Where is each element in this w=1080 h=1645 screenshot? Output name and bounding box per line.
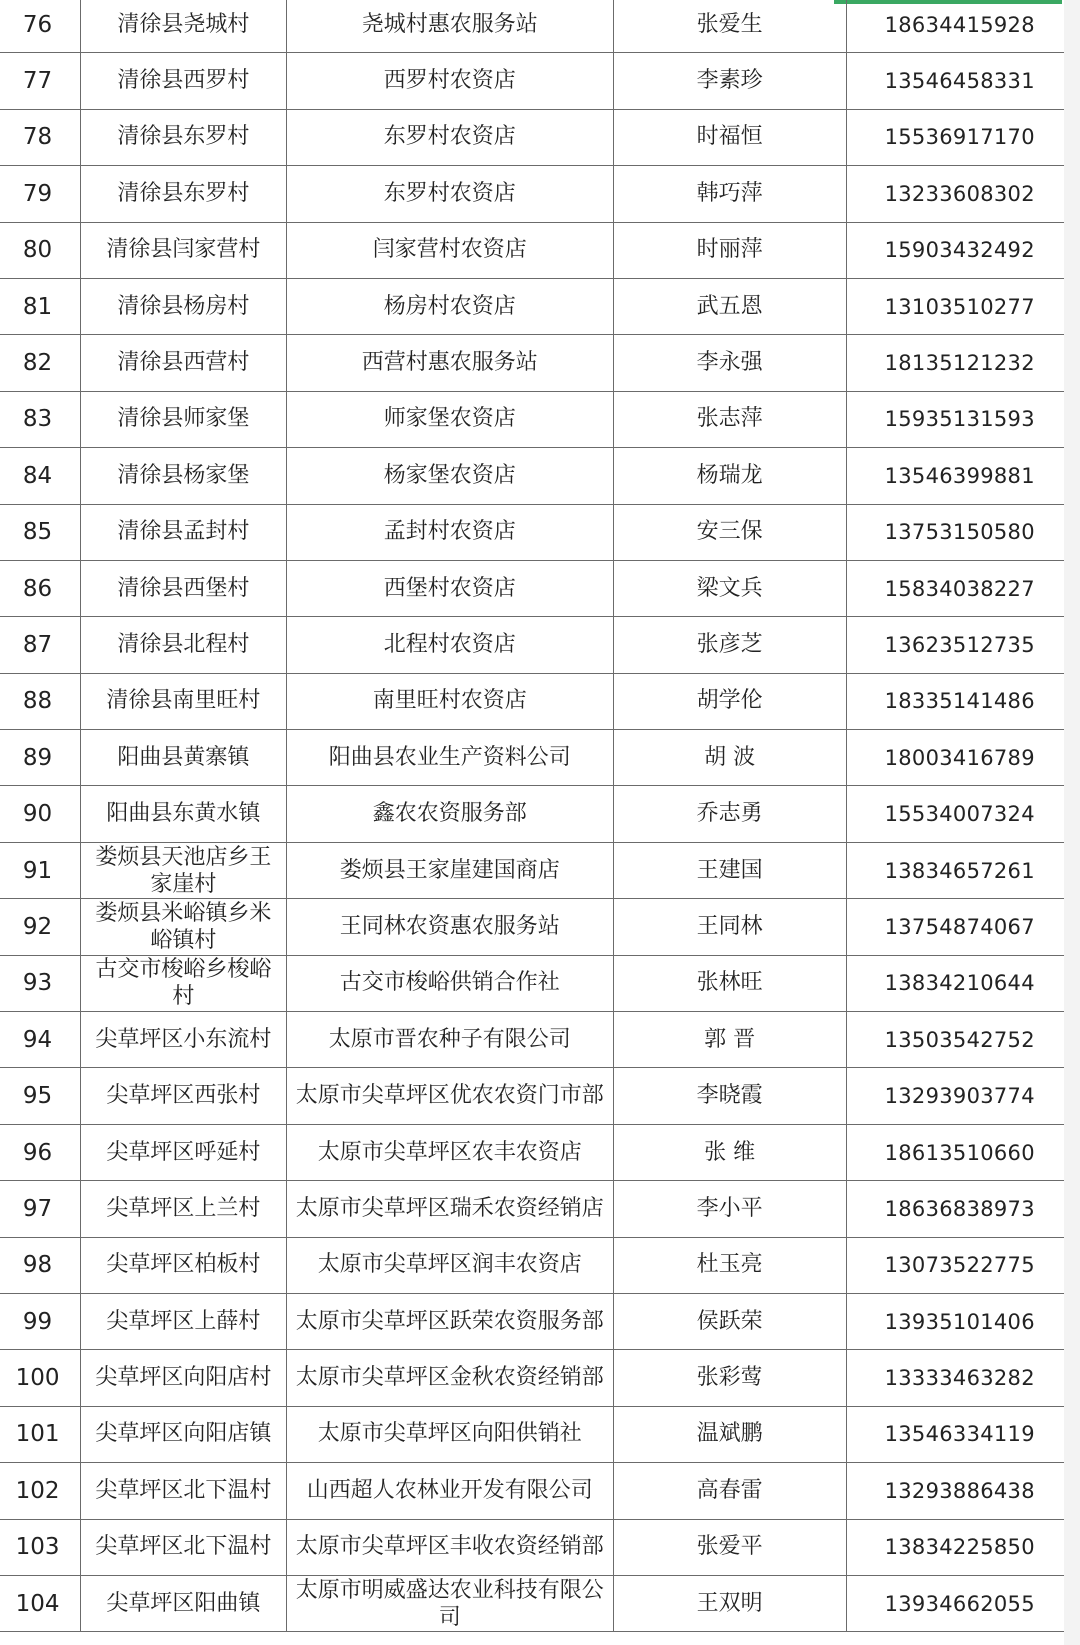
cell-contact[interactable]: 胡学伦	[613, 673, 846, 729]
table-row	[0, 1575, 1074, 1631]
cell-phone[interactable]: 18613510660	[846, 1124, 1073, 1180]
cell-phone[interactable]: 13503542752	[846, 1012, 1073, 1068]
cell-village[interactable]: 清徐县西堡村	[81, 560, 287, 616]
cell-shop[interactable]: 西罗村农资店	[286, 53, 613, 109]
cell-contact[interactable]: 乔志勇	[613, 786, 846, 842]
cell-village[interactable]: 清徐县西营村	[81, 335, 287, 391]
cell-shop[interactable]: 太原市尖草坪区瑞禾农资经销店	[286, 1181, 613, 1237]
cell-contact[interactable]: 李晓霞	[613, 1068, 846, 1124]
table-row	[0, 0, 1074, 53]
cell-village[interactable]: 尖草坪区阳曲镇	[81, 1575, 287, 1631]
cell-shop[interactable]: 鑫农农资服务部	[286, 786, 613, 842]
table-row	[0, 391, 1074, 447]
cell-number[interactable]: 92	[0, 899, 81, 955]
cell-phone[interactable]: 18636838973	[846, 1181, 1073, 1237]
cell-village[interactable]: 尖草坪区上薛村	[81, 1293, 287, 1349]
table-row	[0, 278, 1074, 334]
cell-contact[interactable]: 张林旺	[613, 955, 846, 1011]
cell-phone[interactable]: 18135121232	[846, 335, 1073, 391]
cell-village[interactable]: 娄烦县米峪镇乡米峪镇村	[81, 899, 287, 955]
table-row	[0, 1068, 1074, 1124]
cell-number[interactable]: 91	[0, 842, 81, 898]
cell-phone[interactable]: 13293903774	[846, 1068, 1073, 1124]
cell-phone[interactable]: 13753150580	[846, 504, 1073, 560]
cell-village[interactable]: 清徐县师家堡	[81, 391, 287, 447]
cell-number[interactable]: 96	[0, 1124, 81, 1180]
cell-number[interactable]: 100	[0, 1350, 81, 1406]
cell-contact[interactable]: 胡 波	[613, 730, 846, 786]
cell-phone[interactable]: 13834657261	[846, 842, 1073, 898]
cell-contact[interactable]: 王建国	[613, 842, 846, 898]
cell-village[interactable]: 尖草坪区小东流村	[81, 1012, 287, 1068]
cell-contact[interactable]: 王双明	[613, 1575, 846, 1631]
cell-contact[interactable]: 张彦芝	[613, 617, 846, 673]
cell-contact[interactable]: 梁文兵	[613, 560, 846, 616]
cell-shop[interactable]: 太原市尖草坪区金秋农资经销部	[286, 1350, 613, 1406]
table-row	[0, 1463, 1074, 1519]
cell-shop[interactable]: 太原市尖草坪区跃荣农资服务部	[286, 1293, 613, 1349]
cell-phone[interactable]: 13834225850	[846, 1519, 1073, 1575]
cell-shop[interactable]: 太原市尖草坪区丰收农资经销部	[286, 1519, 613, 1575]
cell-shop[interactable]: 太原市尖草坪区润丰农资店	[286, 1237, 613, 1293]
cell-contact[interactable]: 武五恩	[613, 278, 846, 334]
cell-shop[interactable]: 闫家营村农资店	[286, 222, 613, 278]
table-row	[0, 1237, 1074, 1293]
cell-village[interactable]: 尖草坪区向阳店村	[81, 1350, 287, 1406]
cell-village[interactable]: 尖草坪区西张村	[81, 1068, 287, 1124]
cell-shop[interactable]: 师家堡农资店	[286, 391, 613, 447]
cell-contact[interactable]: 王同林	[613, 899, 846, 955]
cell-number[interactable]: 83	[0, 391, 81, 447]
cell-phone[interactable]: 13333463282	[846, 1350, 1073, 1406]
cell-village[interactable]: 清徐县西罗村	[81, 53, 287, 109]
cell-contact[interactable]: 郭 晋	[613, 1012, 846, 1068]
cell-contact[interactable]: 时丽萍	[613, 222, 846, 278]
cell-contact[interactable]: 杜玉亮	[613, 1237, 846, 1293]
table-row	[0, 786, 1074, 842]
cell-number[interactable]: 89	[0, 730, 81, 786]
cell-contact[interactable]: 温斌鹏	[613, 1406, 846, 1462]
cell-number[interactable]: 87	[0, 617, 81, 673]
cell-number[interactable]: 97	[0, 1181, 81, 1237]
cell-number[interactable]: 90	[0, 786, 81, 842]
cell-contact[interactable]: 侯跃荣	[613, 1293, 846, 1349]
cell-shop[interactable]: 杨房村农资店	[286, 278, 613, 334]
cell-phone[interactable]: 13934662055	[846, 1575, 1073, 1631]
table-row	[0, 730, 1074, 786]
cell-shop[interactable]: 阳曲县农业生产资料公司	[286, 730, 613, 786]
cell-contact[interactable]: 李永强	[613, 335, 846, 391]
cell-village[interactable]: 尖草坪区北下温村	[81, 1519, 287, 1575]
table-row	[0, 899, 1074, 955]
table-row	[0, 1350, 1074, 1406]
cell-number[interactable]: 84	[0, 448, 81, 504]
cell-shop[interactable]: 王同林农资惠农服务站	[286, 899, 613, 955]
cell-village[interactable]: 古交市梭峪乡梭峪村	[81, 955, 287, 1011]
cell-shop[interactable]: 太原市尖草坪区向阳供销社	[286, 1406, 613, 1462]
cell-contact[interactable]: 安三保	[613, 504, 846, 560]
cell-village[interactable]: 阳曲县黄寨镇	[81, 730, 287, 786]
table-row	[0, 1519, 1074, 1575]
cell-phone[interactable]: 15935131593	[846, 391, 1073, 447]
cell-village[interactable]: 清徐县东罗村	[81, 109, 287, 165]
cell-contact[interactable]: 高春雷	[613, 1463, 846, 1519]
table-row	[0, 1406, 1074, 1462]
cell-shop[interactable]: 太原市晋农种子有限公司	[286, 1012, 613, 1068]
cell-shop[interactable]: 太原市明威盛达农业科技有限公司	[286, 1575, 613, 1631]
cell-number[interactable]: 102	[0, 1463, 81, 1519]
cell-number[interactable]: 80	[0, 222, 81, 278]
cell-phone[interactable]: 13754874067	[846, 899, 1073, 955]
cell-contact[interactable]: 杨瑞龙	[613, 448, 846, 504]
cell-shop[interactable]: 西营村惠农服务站	[286, 335, 613, 391]
cell-contact[interactable]: 张 维	[613, 1124, 846, 1180]
table-row	[0, 335, 1074, 391]
table-row	[0, 617, 1074, 673]
cell-contact[interactable]: 李素珍	[613, 53, 846, 109]
cell-phone[interactable]: 15903432492	[846, 222, 1073, 278]
cell-phone[interactable]: 15536917170	[846, 109, 1073, 165]
cell-number[interactable]: 99	[0, 1293, 81, 1349]
cell-village[interactable]: 清徐县东罗村	[81, 166, 287, 222]
cell-village[interactable]: 清徐县孟封村	[81, 504, 287, 560]
cell-shop[interactable]: 娄烦县王家崖建国商店	[286, 842, 613, 898]
cell-number[interactable]: 81	[0, 278, 81, 334]
cell-phone[interactable]: 15534007324	[846, 786, 1073, 842]
cell-village[interactable]: 清徐县杨家堡	[81, 448, 287, 504]
cell-contact[interactable]: 张爱平	[613, 1519, 846, 1575]
cell-phone[interactable]: 13935101406	[846, 1293, 1073, 1349]
cell-shop[interactable]: 古交市梭峪供销合作社	[286, 955, 613, 1011]
cell-number[interactable]: 79	[0, 166, 81, 222]
cell-village[interactable]: 清徐县南里旺村	[81, 673, 287, 729]
cell-shop[interactable]: 山西超人农林业开发有限公司	[286, 1463, 613, 1519]
cell-number[interactable]: 86	[0, 560, 81, 616]
cell-number[interactable]: 93	[0, 955, 81, 1011]
cell-shop[interactable]: 尧城村惠农服务站	[286, 0, 613, 53]
cell-village[interactable]: 尖草坪区柏板村	[81, 1237, 287, 1293]
cell-phone[interactable]: 13546334119	[846, 1406, 1073, 1462]
cell-phone[interactable]: 13073522775	[846, 1237, 1073, 1293]
table-row	[0, 504, 1074, 560]
cell-contact[interactable]: 张爱生	[613, 0, 846, 53]
cell-village[interactable]: 尖草坪区呼延村	[81, 1124, 287, 1180]
cell-number[interactable]: 85	[0, 504, 81, 560]
cell-number[interactable]: 82	[0, 335, 81, 391]
cell-shop[interactable]: 太原市尖草坪区农丰农资店	[286, 1124, 613, 1180]
cell-number[interactable]: 98	[0, 1237, 81, 1293]
table-row	[0, 560, 1074, 616]
cell-phone[interactable]: 13233608302	[846, 166, 1073, 222]
cell-village[interactable]: 清徐县北程村	[81, 617, 287, 673]
table-row	[0, 222, 1074, 278]
cell-shop[interactable]: 西堡村农资店	[286, 560, 613, 616]
cell-number[interactable]: 76	[0, 0, 81, 53]
cell-shop[interactable]: 孟封村农资店	[286, 504, 613, 560]
table-row	[0, 1124, 1074, 1180]
cell-phone[interactable]: 15834038227	[846, 560, 1073, 616]
cell-shop[interactable]: 杨家堡农资店	[286, 448, 613, 504]
table-row	[0, 448, 1074, 504]
cell-shop[interactable]: 太原市尖草坪区优农农资门市部	[286, 1068, 613, 1124]
cell-number[interactable]: 104	[0, 1575, 81, 1631]
cell-phone[interactable]: 13293886438	[846, 1463, 1073, 1519]
cell-village[interactable]: 清徐县闫家营村	[81, 222, 287, 278]
table-row	[0, 1181, 1074, 1237]
cell-phone[interactable]: 13546458331	[846, 53, 1073, 109]
cell-village[interactable]: 清徐县杨房村	[81, 278, 287, 334]
table-row	[0, 842, 1074, 898]
cell-contact[interactable]: 张志萍	[613, 391, 846, 447]
cell-village[interactable]: 尖草坪区北下温村	[81, 1463, 287, 1519]
cell-number[interactable]: 88	[0, 673, 81, 729]
cell-number[interactable]: 94	[0, 1012, 81, 1068]
table-row	[0, 1012, 1074, 1068]
table-row	[0, 109, 1074, 165]
cell-shop[interactable]: 东罗村农资店	[286, 109, 613, 165]
cell-contact[interactable]: 时福恒	[613, 109, 846, 165]
cell-phone[interactable]: 13623512735	[846, 617, 1073, 673]
cell-village[interactable]: 娄烦县天池店乡王家崖村	[81, 842, 287, 898]
cell-phone[interactable]: 13834210644	[846, 955, 1073, 1011]
table-row	[0, 166, 1074, 222]
cell-contact[interactable]: 李小平	[613, 1181, 846, 1237]
table-row	[0, 1293, 1074, 1349]
cell-village[interactable]: 阳曲县东黄水镇	[81, 786, 287, 842]
cell-village[interactable]: 尖草坪区上兰村	[81, 1181, 287, 1237]
cell-number[interactable]: 95	[0, 1068, 81, 1124]
cell-number[interactable]: 77	[0, 53, 81, 109]
table-row	[0, 673, 1074, 729]
table-row	[0, 955, 1074, 1011]
cell-number[interactable]: 101	[0, 1406, 81, 1462]
cell-shop[interactable]: 北程村农资店	[286, 617, 613, 673]
table-row	[0, 53, 1074, 109]
cell-phone[interactable]: 18335141486	[846, 673, 1073, 729]
cell-phone[interactable]: 18634415928	[846, 0, 1073, 53]
cell-shop[interactable]: 东罗村农资店	[286, 166, 613, 222]
cell-contact[interactable]: 韩巧萍	[613, 166, 846, 222]
cell-contact[interactable]: 张彩莺	[613, 1350, 846, 1406]
cell-phone[interactable]: 13546399881	[846, 448, 1073, 504]
cell-number[interactable]: 78	[0, 109, 81, 165]
cell-phone[interactable]: 18003416789	[846, 730, 1073, 786]
cell-village[interactable]: 尖草坪区向阳店镇	[81, 1406, 287, 1462]
sheet-edge	[1064, 0, 1080, 1645]
cell-number[interactable]: 103	[0, 1519, 81, 1575]
cell-shop[interactable]: 南里旺村农资店	[286, 673, 613, 729]
cell-phone[interactable]: 13103510277	[846, 278, 1073, 334]
cell-village[interactable]: 清徐县尧城村	[81, 0, 287, 53]
